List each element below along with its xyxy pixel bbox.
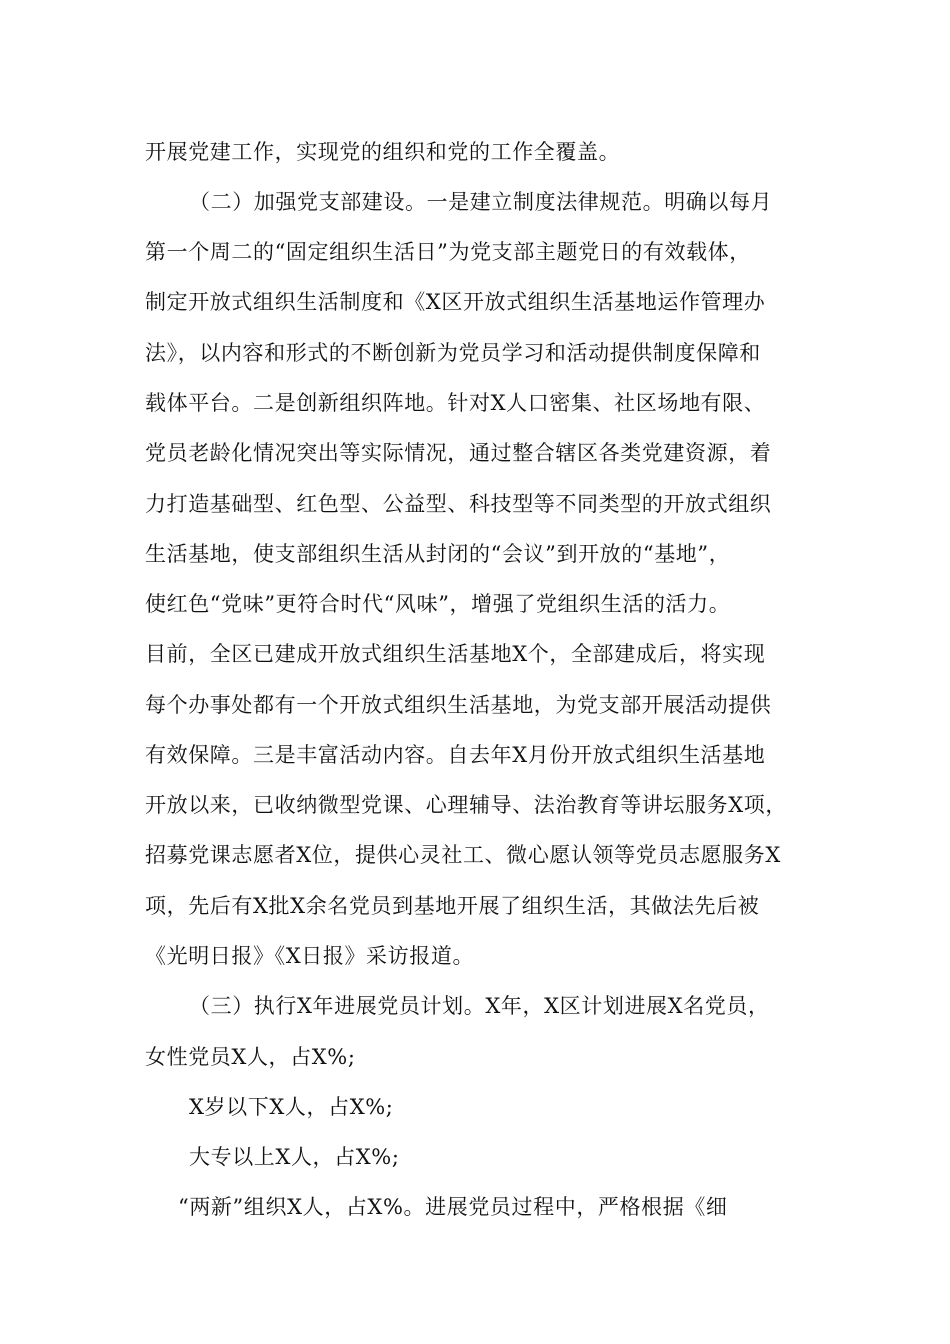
paragraph-line: 开展党建工作，实现党的组织和党的工作全覆盖。: [145, 140, 621, 164]
paragraph-line: 开放以来，已收纳微型党课、心理辅导、法治教育等讲坛服务X项，: [145, 793, 787, 817]
paragraph-line: 有效保障。三是丰富活动内容。自去年X月份开放式组织生活基地: [145, 743, 766, 767]
paragraph-line: 党员老龄化情况突出等实际情况，通过整合辖区各类党建资源，着: [145, 441, 772, 465]
paragraph-line: X岁以下X人，占X%;: [189, 1095, 394, 1119]
paragraph-line: （二）加强党支部建设。一是建立制度法律规范。明确以每月: [189, 190, 773, 214]
paragraph-line: 载体平台。二是创新组织阵地。针对X人口密集、社区场地有限、: [145, 391, 766, 415]
paragraph-line: 法》，以内容和形式的不断创新为党员学习和活动提供制度保障和: [145, 341, 761, 365]
paragraph-line: 女性党员X人，占X%;: [145, 1045, 356, 1069]
paragraph-line: 大专以上X人，占X%;: [189, 1145, 400, 1169]
paragraph-line: 使红色“党味”更符合时代“风味”，增强了党组织生活的活力。: [145, 592, 731, 616]
paragraph-line: 目前，全区已建成开放式组织生活基地X个，全部建成后，将实现: [145, 642, 766, 666]
paragraph-line: 力打造基础型、红色型、公益型、科技型等不同类型的开放式组织: [145, 492, 772, 516]
paragraph-line: 《光明日报》《X日报》采访报道。: [145, 944, 475, 968]
paragraph-line: 招募党课志愿者X位，提供心灵社工、微心愿认领等党员志愿服务X: [145, 843, 781, 867]
paragraph-line: “两新”组织X人，占X%。进展党员过程中，严格根据《细: [178, 1195, 728, 1219]
paragraph-line: 制定开放式组织生活制度和《X区开放式组织生活基地运作管理办: [145, 290, 766, 314]
paragraph-line: 第一个周二的“固定组织生活日”为党支部主题党日的有效载体，: [145, 240, 751, 264]
paragraph-line: 生活基地，使支部组织生活从封闭的“会议”到开放的“基地”，: [145, 542, 731, 566]
paragraph-line: （三）执行X年进展党员计划。X年，X区计划进展X名党员，: [189, 994, 770, 1018]
paragraph-line: 每个办事处都有一个开放式组织生活基地，为党支部开展活动提供: [145, 693, 772, 717]
paragraph-line: 项，先后有X批X余名党员到基地开展了组织生活，其做法先后被: [145, 894, 760, 918]
